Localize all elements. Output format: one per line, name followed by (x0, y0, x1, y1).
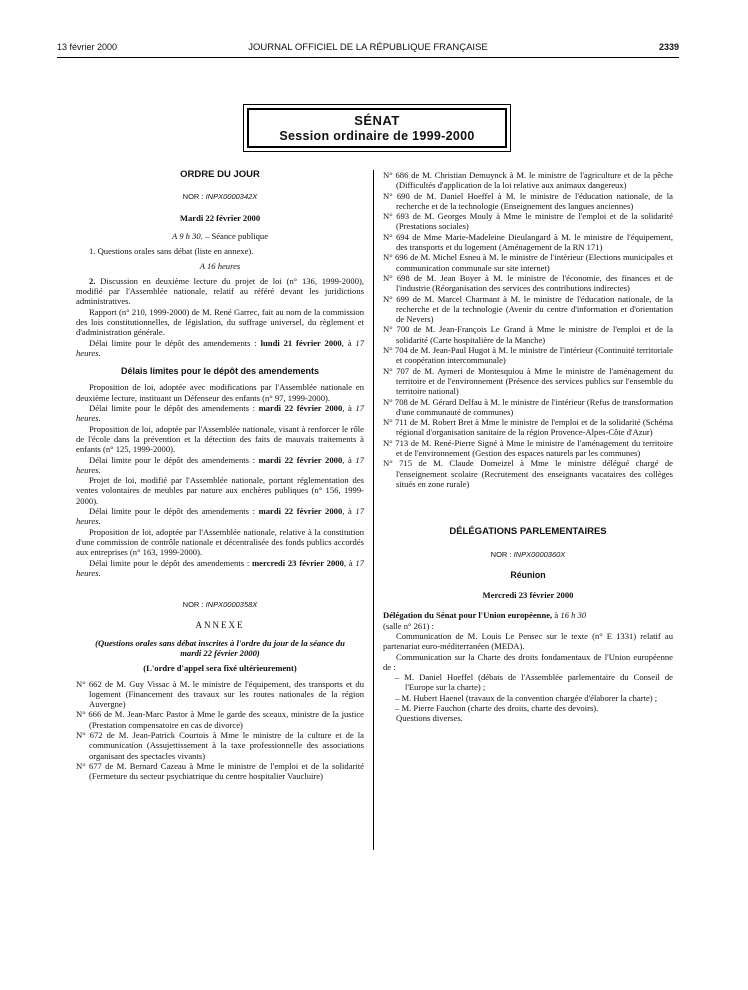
seance-rest: – Séance publique (202, 230, 269, 241)
delai-date: mercredi 23 février 2000 (252, 557, 344, 568)
question-item: N° 713 de M. René-Pierre Signé à Mme le ministre de l'aménagement du territoire et de l'environnement (Gestion des espaces naturels par les communes) (383, 437, 673, 459)
communication-1: Communication de M. Louis Le Pensec sur le texte (n° E 1331) relatif au partenariat euro-méditerranéen (MEDA). (383, 630, 673, 652)
delai-time: 17 heures. (76, 454, 365, 475)
nor-reference-3 (383, 550, 673, 560)
header-date: 13 février 2000 (57, 42, 118, 52)
question-item: N° 662 de M. Guy Vissac à M. le ministre de l'équipement, des transports et du logement (Financement des travaux sur les routes nationales de la région Auvergne) (76, 678, 364, 710)
question-item: N° 696 de M. Michel Esneu à M. le ministre de l'intérieur (Elections municipales et communication communale sur site internet) (383, 252, 673, 273)
nor-code: INPX0000360X (513, 549, 566, 559)
delai-3: Délai limite pour le dépôt des amendements : mardi 22 février 2000, à 17 heures. (76, 454, 365, 475)
dash-item: – M. Hubert Haenel (travaux de la convention chargée d'élaborer la charte) ; (395, 692, 658, 703)
delai-5: Délai limite pour le dépôt des amendements : mercredi 23 février 2000, à 17 heures. (76, 557, 364, 578)
annexe-title: ANNEXE (195, 620, 245, 631)
item-1: 1. Questions orales sans débat (liste en annexe). (89, 246, 254, 257)
communication-2: Communication sur la Charte des droits fondamentaux de l'Union européenne de : (383, 651, 673, 672)
item-2-number: 2. (89, 275, 96, 286)
delai-2: Délai limite pour le dépôt des amendements : mardi 22 février 2000, à 17 heures. (76, 403, 365, 424)
page-header (57, 42, 679, 56)
delai-date: mardi 22 février 2000 (258, 454, 343, 465)
column-divider (373, 170, 374, 850)
title-box-inner (247, 108, 507, 148)
nor-prefix: NOR : (182, 600, 206, 610)
delai-date: mardi 22 février 2000 (258, 506, 343, 517)
nor-prefix: NOR : (182, 192, 206, 202)
ordre-du-jour-title: ORDRE DU JOUR (180, 169, 260, 180)
question-item: N° 690 de M. Daniel Hoeffel à M. le ministre de l'éducation nationale, de la recherche et de la technologie (Enseignement des langues anciennes) (383, 190, 673, 211)
dash-item: – M. Daniel Hoeffel (débats de l'Assemblée parlementaire du Conseil de l'Europe sur la charte) ; (395, 672, 673, 693)
page-number: 2339 (658, 42, 679, 52)
proposition-1: Proposition de loi, adoptée avec modifications par l'Assemblée nationale en deuxième lecture, instituant un Défenseur des enfants (n° 97, 1999-2000). (76, 382, 364, 403)
proposition-3: Projet de loi, modifié par l'Assemblée nationale, portant réglementation des ventes volontaires de meubles par nature aux enchères publiques (n° 156, 1999-2000). (76, 475, 364, 506)
delai-prefix: Délai limite pour le dépôt des amendements : (89, 454, 259, 465)
seance-time: A 9 h 30. (171, 230, 203, 241)
nor-reference (76, 192, 364, 202)
session-title: Session ordinaire de 1999-2000 (279, 129, 475, 143)
delai-4: Délai limite pour le dépôt des amendements : mardi 22 février 2000, à 17 heures. (76, 506, 365, 527)
delai-date: mardi 22 février 2000 (258, 403, 343, 414)
nor-reference-2 (76, 600, 364, 610)
question-item: N° 666 de M. Jean-Marc Pastor à Mme le garde des sceaux, ministre de la justice (Prestation compensatoire en cas de divorce) (76, 709, 364, 730)
delai-prefix: Délai limite pour le dépôt des amendements : (89, 506, 259, 517)
question-item: N° 672 de M. Jean-Patrick Courtois à Mme le ministre de la culture et de la communication (Assujettissement à la taxe professionnelle des associations organisant des spectacles vivants) (76, 730, 364, 761)
question-item: N° 686 de M. Christian Demuynck à M. le ministre de l'agriculture et de la pêche (Difficultés d'application de la loi relative aux animaux dangereux) (383, 170, 673, 191)
question-item: N° 704 de M. Jean-Paul Hugot à M. le ministre de l'intérieur (Continuité territoriale et coopération intercommunale) (383, 345, 673, 366)
question-item: N° 698 de M. Jean Boyer à M. le ministre de l'économie, des finances et de l'industrie (Réorganisation des services des contributions indirectes) (383, 272, 673, 294)
question-item: N° 677 de M. Bernard Cazeau à Mme le ministre de l'emploi et de la solidarité (Fermeture du secteur psychiatrique du centre hospitalier Vaucluire) (76, 760, 364, 782)
item-2 (76, 276, 364, 307)
delai-prefix: Délai limite pour le dépôt des amendements : (89, 403, 259, 414)
ordre-appel: (L'ordre d'appel sera fixé ultérieurement) (143, 663, 297, 674)
delegation-name: Délégation du Sénat pour l'Union européenne, (383, 610, 553, 621)
question-item: N° 694 de Mme Marie-Madeleine Dieulangard à M. le ministre de l'équipement, des transports et du logement (Aménagement de la RN 171) (383, 231, 673, 253)
right-column (383, 170, 673, 724)
proposition-4: Proposition de loi, adoptée par l'Assemblée nationale, relative à la constitution d'une commission de contrôle nationale et décentralisée des fonds publics accordés aux entreprises (n° 163, 1999-2000). (76, 526, 364, 558)
delegation-salle: (salle n° 261) : (383, 620, 434, 631)
question-item: N° 699 de M. Marcel Charmant à M. le ministre de l'éducation nationale, de la recherche et de la technologie (Avenir du centre d'information et d'orientation de Nevers) (383, 293, 673, 325)
delai-prefix: Délai limite pour le dépôt des amendements : (89, 337, 261, 348)
delegation-line (383, 610, 673, 620)
question-item: N° 715 de M. Claude Domeizel à Mme le ministre délégué chargé de l'enseignement scolaire (Recrutement des enseignants vacataires des collèges situés en zone rurale) (383, 458, 673, 489)
chamber-title: SÉNAT (354, 113, 400, 128)
delai-time: 17 heures. (76, 403, 365, 424)
afternoon-time: A 16 heures (199, 261, 241, 272)
questions-diverses: Questions diverses. (396, 713, 463, 724)
delai-time: 17 heures. (76, 337, 364, 358)
delegation-a: à (552, 610, 561, 621)
question-item: N° 693 de M. Georges Mouly à Mme le ministre de l'emploi et de la solidarité (Prestations sociales) (383, 211, 673, 232)
question-item: N° 711 de M. Robert Bret à Mme le ministre de l'emploi et de la solidarité (Schéma régional d'organisation sanitaire de la région Provence-Alpes-Côte d'Azur) (383, 417, 673, 438)
rapport: Rapport (n° 210, 1999-2000) de M. René Garrec, fait au nom de la commission des lois constitutionnelles, de législation, du suffrage universel, du règlement et d'administration générale. (76, 306, 364, 338)
header-rule (57, 57, 679, 58)
question-item: N° 700 de M. Jean-François Le Grand à Mme le ministre de l'emploi et de la solidarité (Carte hospitalière de la Manche) (383, 324, 673, 345)
seance-line (76, 231, 364, 241)
reunion-title: Réunion (510, 569, 546, 580)
delai-prefix: Délai limite pour le dépôt des amendements : (89, 557, 253, 568)
question-item: N° 708 de M. Gérard Delfau à M. le ministre de l'intérieur (Refus de transformation d'une communauté de communes) (383, 396, 673, 417)
delai-time: 17 heures. (76, 506, 365, 527)
delai-time: 17 heures. (76, 557, 364, 578)
nor-prefix: NOR : (490, 549, 514, 559)
delai-date: lundi 21 février 2000 (260, 337, 342, 348)
nor-code: INPX0000358X (205, 600, 258, 610)
reunion-date: Mercredi 23 février 2000 (482, 590, 574, 601)
dash-item: – M. Pierre Fauchon (charte des droits, charte des devoirs). (395, 703, 599, 714)
journal-title: JOURNAL OFFICIEL DE LA RÉPUBLIQUE FRANÇAISE (248, 42, 488, 53)
annexe-subtitle: (Questions orales sans débat inscrites à l'ordre du jour de la séance du mardi 22 février 2000) (95, 637, 345, 658)
question-item: N° 707 de M. Aymeri de Montesquiou à Mme le ministre de l'aménagement du territoire et de l'environnement (Présence des services publics sur l'ensemble du territoire national) (383, 365, 673, 397)
date-heading: Mardi 22 février 2000 (179, 212, 261, 223)
delegation-time: 16 h 30 (560, 610, 587, 621)
proposition-2: Proposition de loi, adoptée par l'Assemblée nationale, visant à renforcer le rôle de l'école dans la prévention et la détection des faits de mauvais traitements à enfants (n° 125, 1999-2000). (76, 423, 364, 455)
item-2-text: Discussion en deuxième lecture du projet de loi (n° 136, 1999-2000), modifié par l'Assemblée nationale, relatif au référé devant les juridictions administratives. (76, 275, 364, 307)
delais-title: Délais limites pour le dépôt des amendements (120, 366, 320, 377)
left-column (76, 170, 364, 782)
nor-code: INPX0000342X (205, 192, 258, 202)
delegations-title: DÉLÉGATIONS PARLEMENTAIRES (449, 526, 607, 538)
delai-1: Délai limite pour le dépôt des amendements : lundi 21 février 2000, à 17 heures. (76, 337, 364, 358)
title-box (243, 104, 511, 152)
